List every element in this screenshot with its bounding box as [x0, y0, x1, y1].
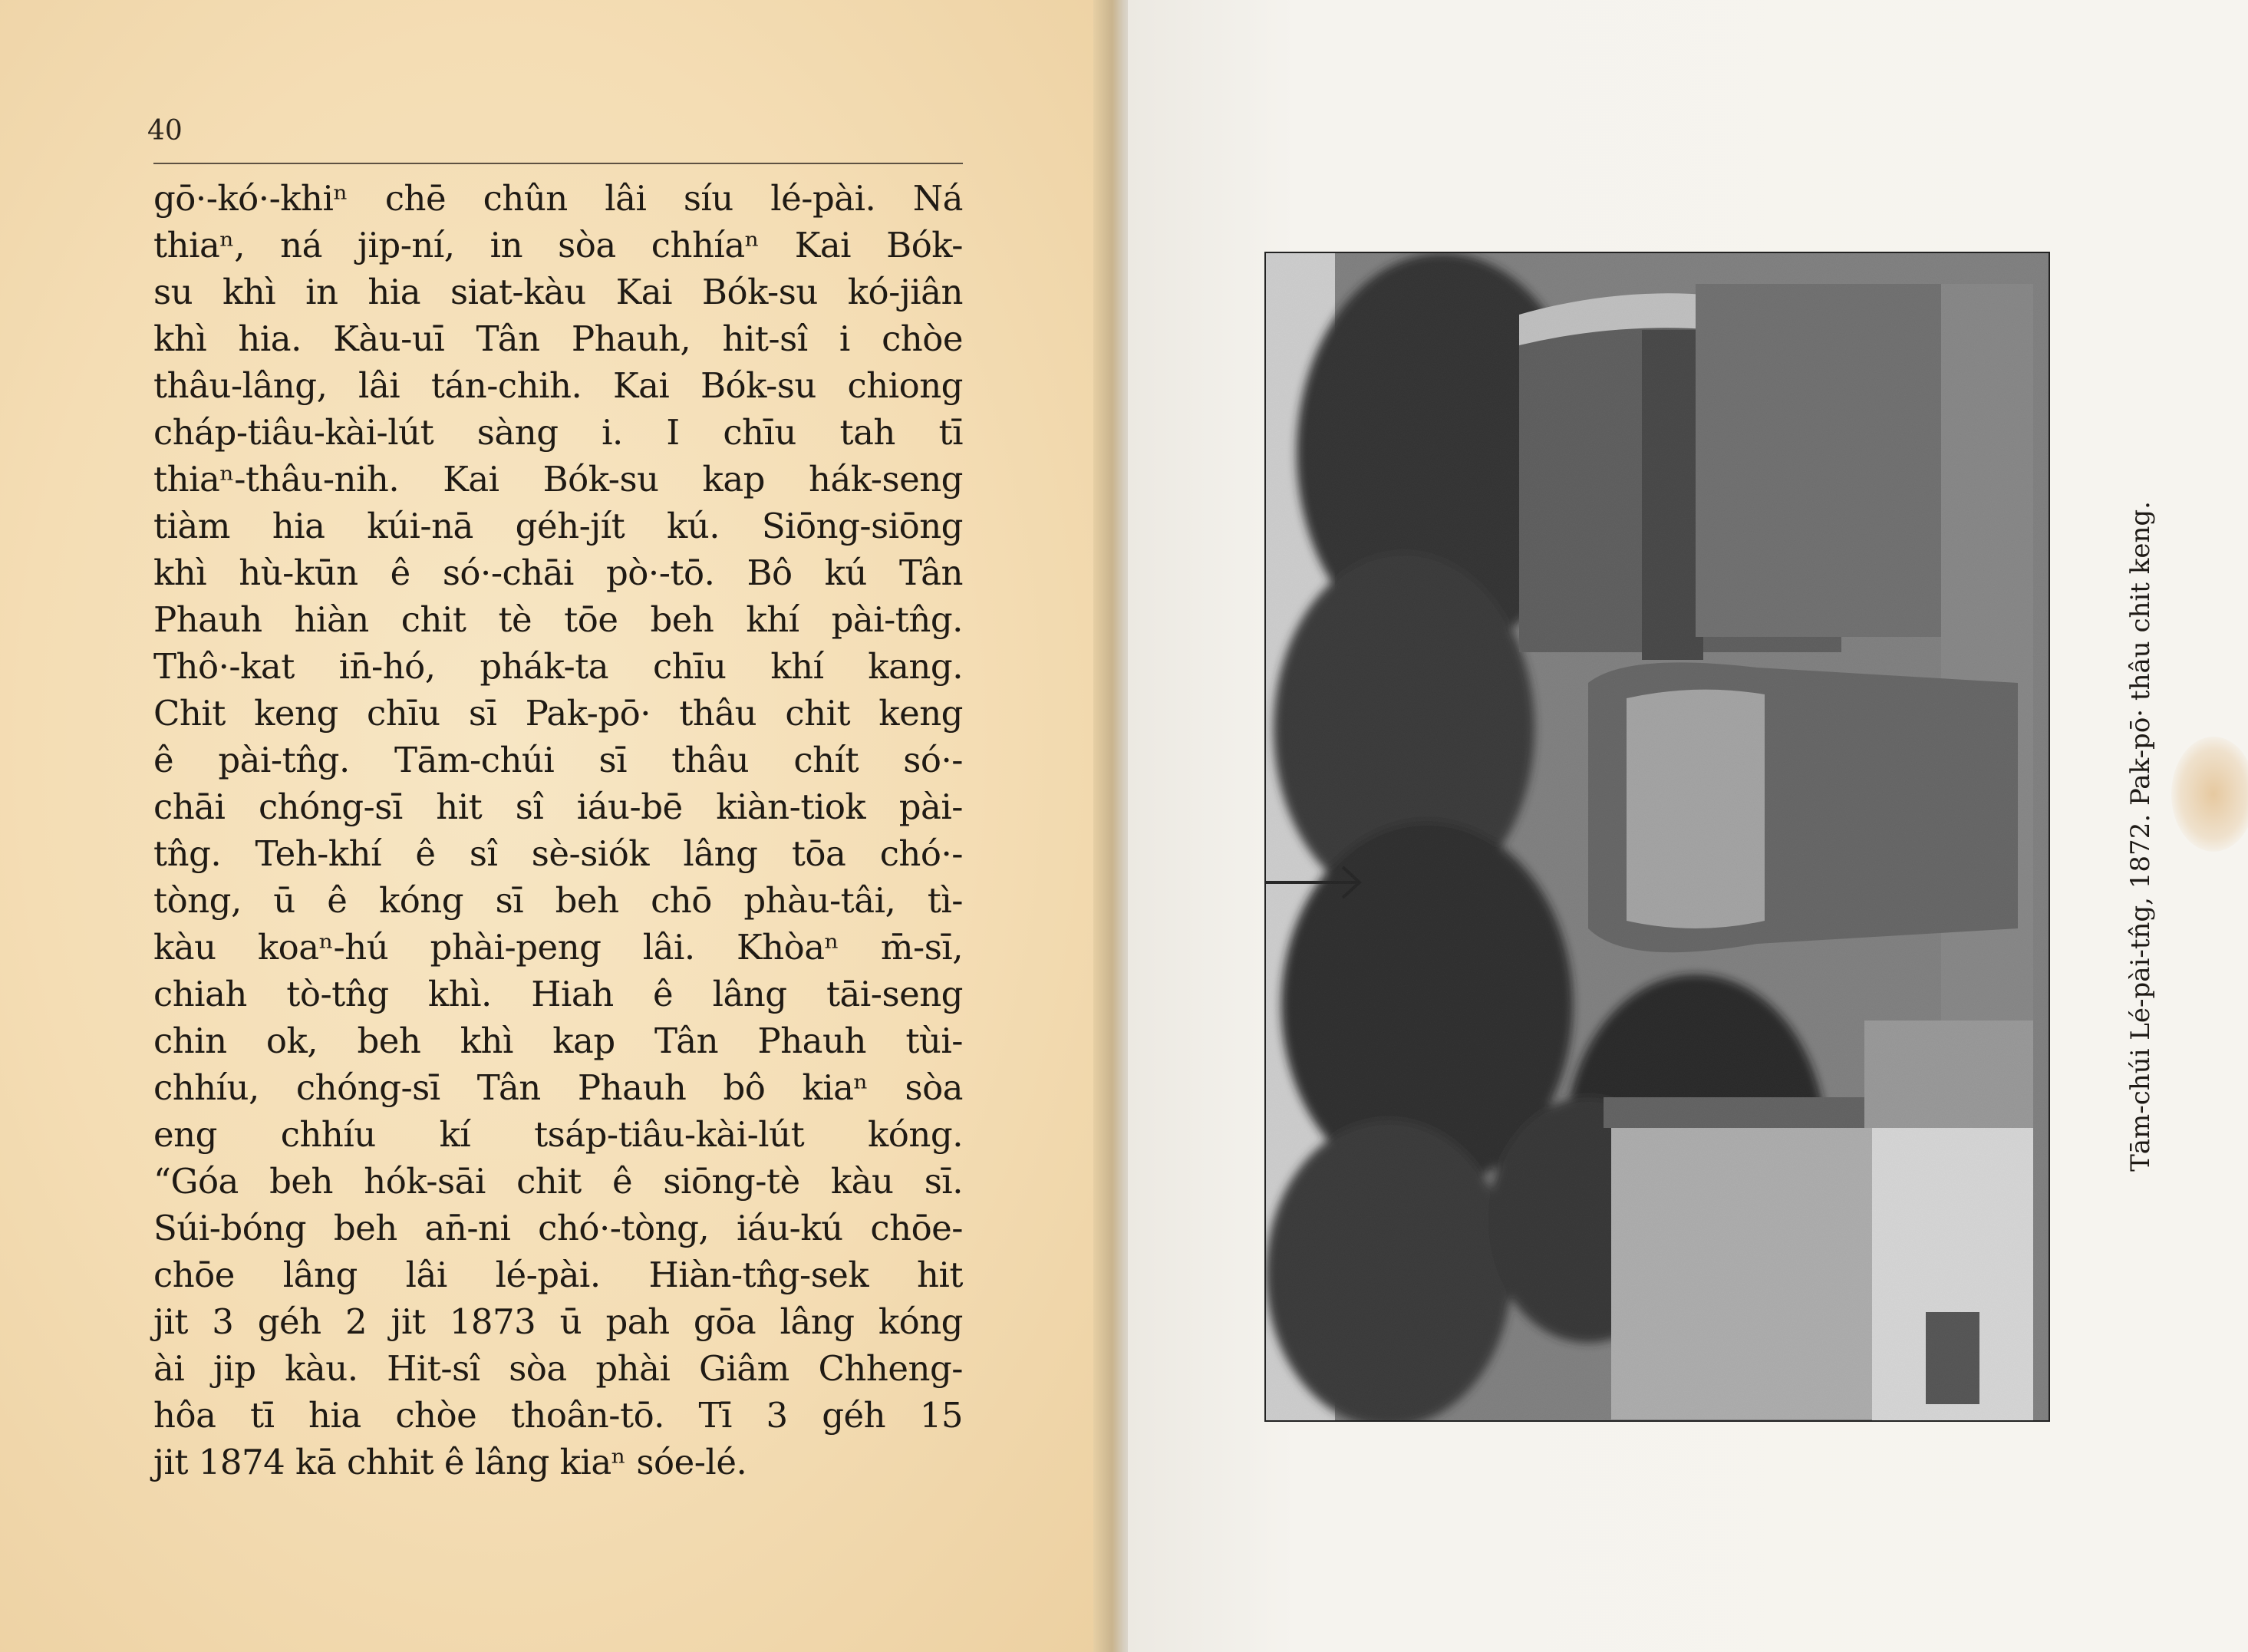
body-text: [153, 175, 963, 1485]
text-line: khì hia. Kàu-uī Tân Phauh, hit-sî i chòe: [153, 318, 963, 359]
text-line: jit 3 géh 2 jit 1873 ū pah gōa lâng kóng: [153, 1301, 963, 1342]
text-line: chāi chóng-sī hit sî iáu-bē kiàn-tiok pài-: [153, 786, 963, 827]
text-line: chin ok, beh khì kap Tân Phauh tùi-: [153, 1021, 963, 1061]
text-line: tòng, ū ê kóng sī beh chō phàu-tâi, tì-: [153, 880, 963, 921]
text-line: thiaⁿ-thâu-nih. Kai Bók-su kap hák-seng: [153, 459, 963, 500]
text-line: hôa tī hia chòe thoân-tō. Tī 3 géh 15: [153, 1395, 963, 1436]
left-page: [0, 0, 1109, 1652]
text-line: “Góa beh hók-sāi chit ê siōng-tè kàu sī.: [153, 1161, 963, 1202]
text-line: khì hù-kūn ê só·-chāi pò·-tō. Bô kú Tân: [153, 552, 963, 593]
text-line: tn̂g. Teh-khí ê sî sè-siók lâng tōa chó·-: [153, 833, 963, 874]
text-line: thiaⁿ, ná jip-ní, in sòa chhíaⁿ Kai Bók-: [153, 225, 963, 265]
text-line: Súi-bóng beh an̄-ni chó·-tòng, iáu-kú chōe-: [153, 1208, 963, 1248]
header-rule: [153, 163, 963, 164]
page-number: 40: [147, 115, 183, 147]
text-line: tiàm hia kúi-nā géh-jít kú. Siōng-siōng: [153, 506, 963, 546]
text-line: su khì in hia siat-kàu Kai Bók-su kó-jiân: [153, 272, 963, 312]
photo-caption-container: [2114, 246, 2167, 1427]
text-line: kàu koaⁿ-hú phài-peng lâi. Khòaⁿ m̄-sī,: [153, 927, 963, 968]
text-line: ê pài-tn̂g. Tām-chúi sī thâu chít só·-: [153, 740, 963, 780]
text-line: chhíu, chóng-sī Tân Phauh bô kiaⁿ sòa: [153, 1067, 963, 1108]
text-line: Chit keng chīu sī Pak-pō· thâu chit keng: [153, 693, 963, 734]
text-line: gō·-kó·-khiⁿ chē chûn lâi síu lé-pài. Ná: [153, 178, 963, 219]
text-line: thâu-lâng, lâi tán-chih. Kai Bók-su chiong: [153, 365, 963, 406]
text-line: Thô·-kat in̄-hó, phák-ta chīu khí kang.: [153, 646, 963, 687]
text-line: Phauh hiàn chit tè tōe beh khí pài-tn̂g.: [153, 599, 963, 640]
text-line: ài jip kàu. Hit-sî sòa phài Giâm Chheng-: [153, 1348, 963, 1389]
text-line: chiah tò-tn̂g khì. Hiah ê lâng tāi-seng: [153, 974, 963, 1014]
text-line: jit 1874 kā chhit ê lâng kiaⁿ sóe-lé.: [153, 1442, 747, 1482]
church-photograph: [1264, 252, 2050, 1422]
text-line: eng chhíu kí tsáp-tiâu-kài-lút kóng.: [153, 1114, 963, 1155]
photo-caption: Tām-chúi Lé-pài-tn̂g, 1872. Pak-pō· thâu chit keng.: [2125, 501, 2156, 1172]
paper-stain: [2171, 737, 2248, 852]
text-line: cháp-tiâu-kài-lút sàng i. I chīu tah tī: [153, 412, 963, 453]
text-line: chōe lâng lâi lé-pài. Hiàn-tn̂g-sek hit: [153, 1255, 963, 1295]
